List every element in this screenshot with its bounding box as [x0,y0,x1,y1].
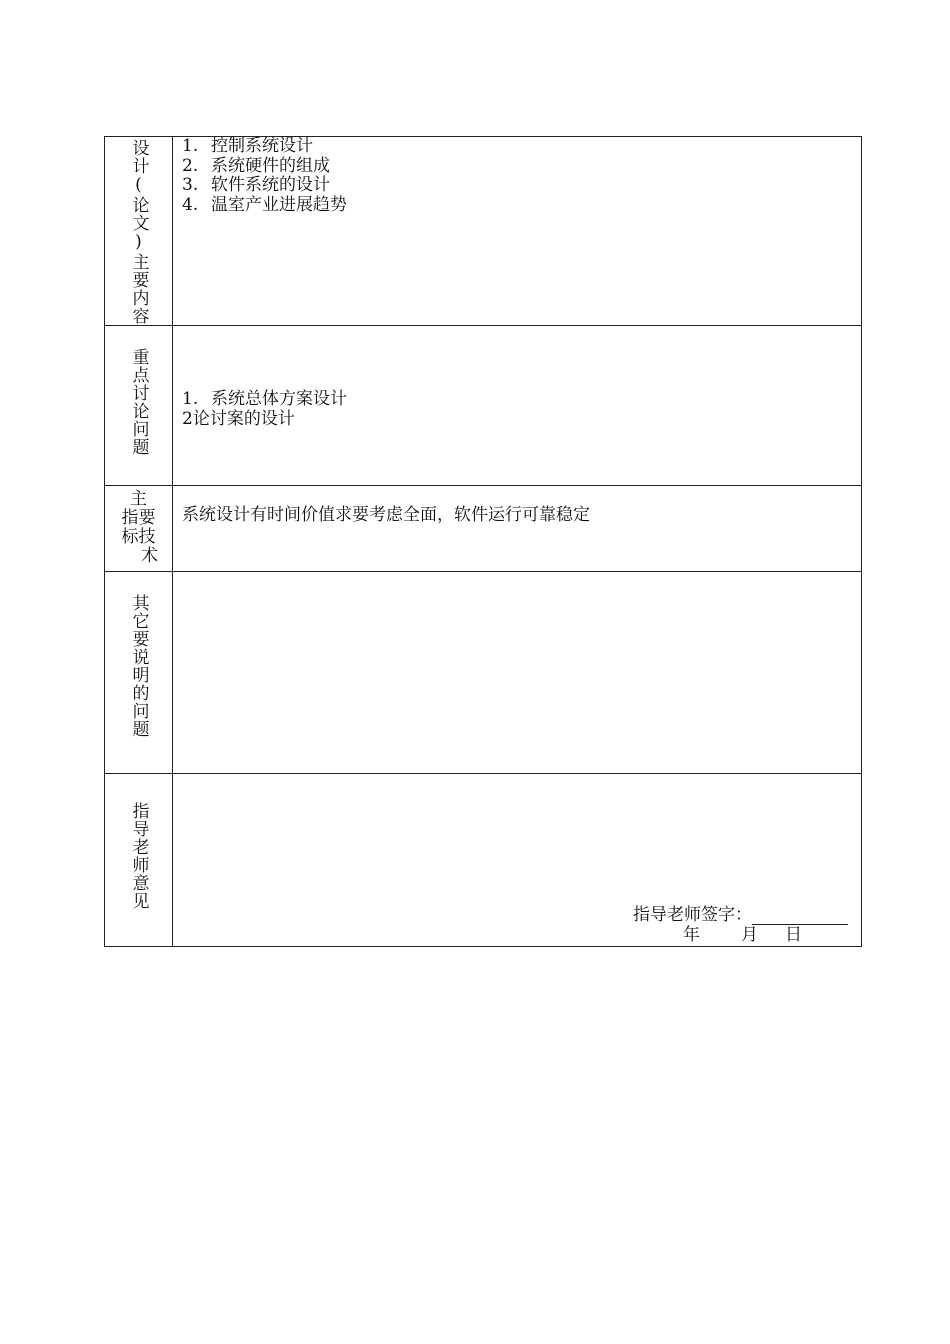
list-item: 1. 系统总体方案设计 [182,389,347,409]
form-table [104,136,862,947]
value-cell-other-notes[interactable] [173,572,862,774]
task-form [104,136,861,945]
indicators-text: 系统设计有时间价值求要考虑全面，软件运行可靠稳定 [182,505,590,525]
list-item: 2论讨案的设计 [182,408,295,429]
label-main-content: 设计(论文)主要内容 [128,139,149,325]
row-other-notes [105,572,862,774]
signature-line[interactable] [752,908,848,925]
list-item: 2. 系统硬件的组成 [182,155,330,176]
value-cell-indicators [173,486,862,572]
signature-label: 指导老师签字： [633,905,752,925]
date-day: 日 [785,925,802,945]
label-cell-other-notes [105,572,173,774]
label-cell-indicators [105,486,173,572]
row-main-content [105,137,862,326]
date-year: 年 [683,925,700,945]
list-item: 1. 控制系统设计 [182,136,313,156]
label-indicators: 主 指要 标技 术 [121,489,158,566]
value-cell-main-content [173,137,862,326]
label-cell-key-issues [105,326,173,486]
date-month: 月 [741,925,758,945]
label-cell-advisor-opinion [105,774,173,947]
advisor-signature [633,906,848,925]
row-key-issues [105,326,862,486]
label-key-issues: 重点讨论问题 [128,348,149,456]
label-other-notes: 其它要说明的问题 [128,594,149,738]
row-advisor-opinion [105,774,862,947]
list-item: 3. 软件系统的设计 [182,175,330,195]
label-advisor-opinion: 指导老师意见 [128,802,149,910]
main-content-list [182,137,861,215]
key-issues-list [182,390,861,429]
value-cell-key-issues [173,326,862,486]
label-cell-main-content [105,137,173,326]
row-indicators [105,486,862,572]
signature-date [683,926,802,945]
value-cell-advisor-opinion[interactable] [173,774,862,947]
list-item: 4. 温室产业进展趋势 [182,194,347,215]
